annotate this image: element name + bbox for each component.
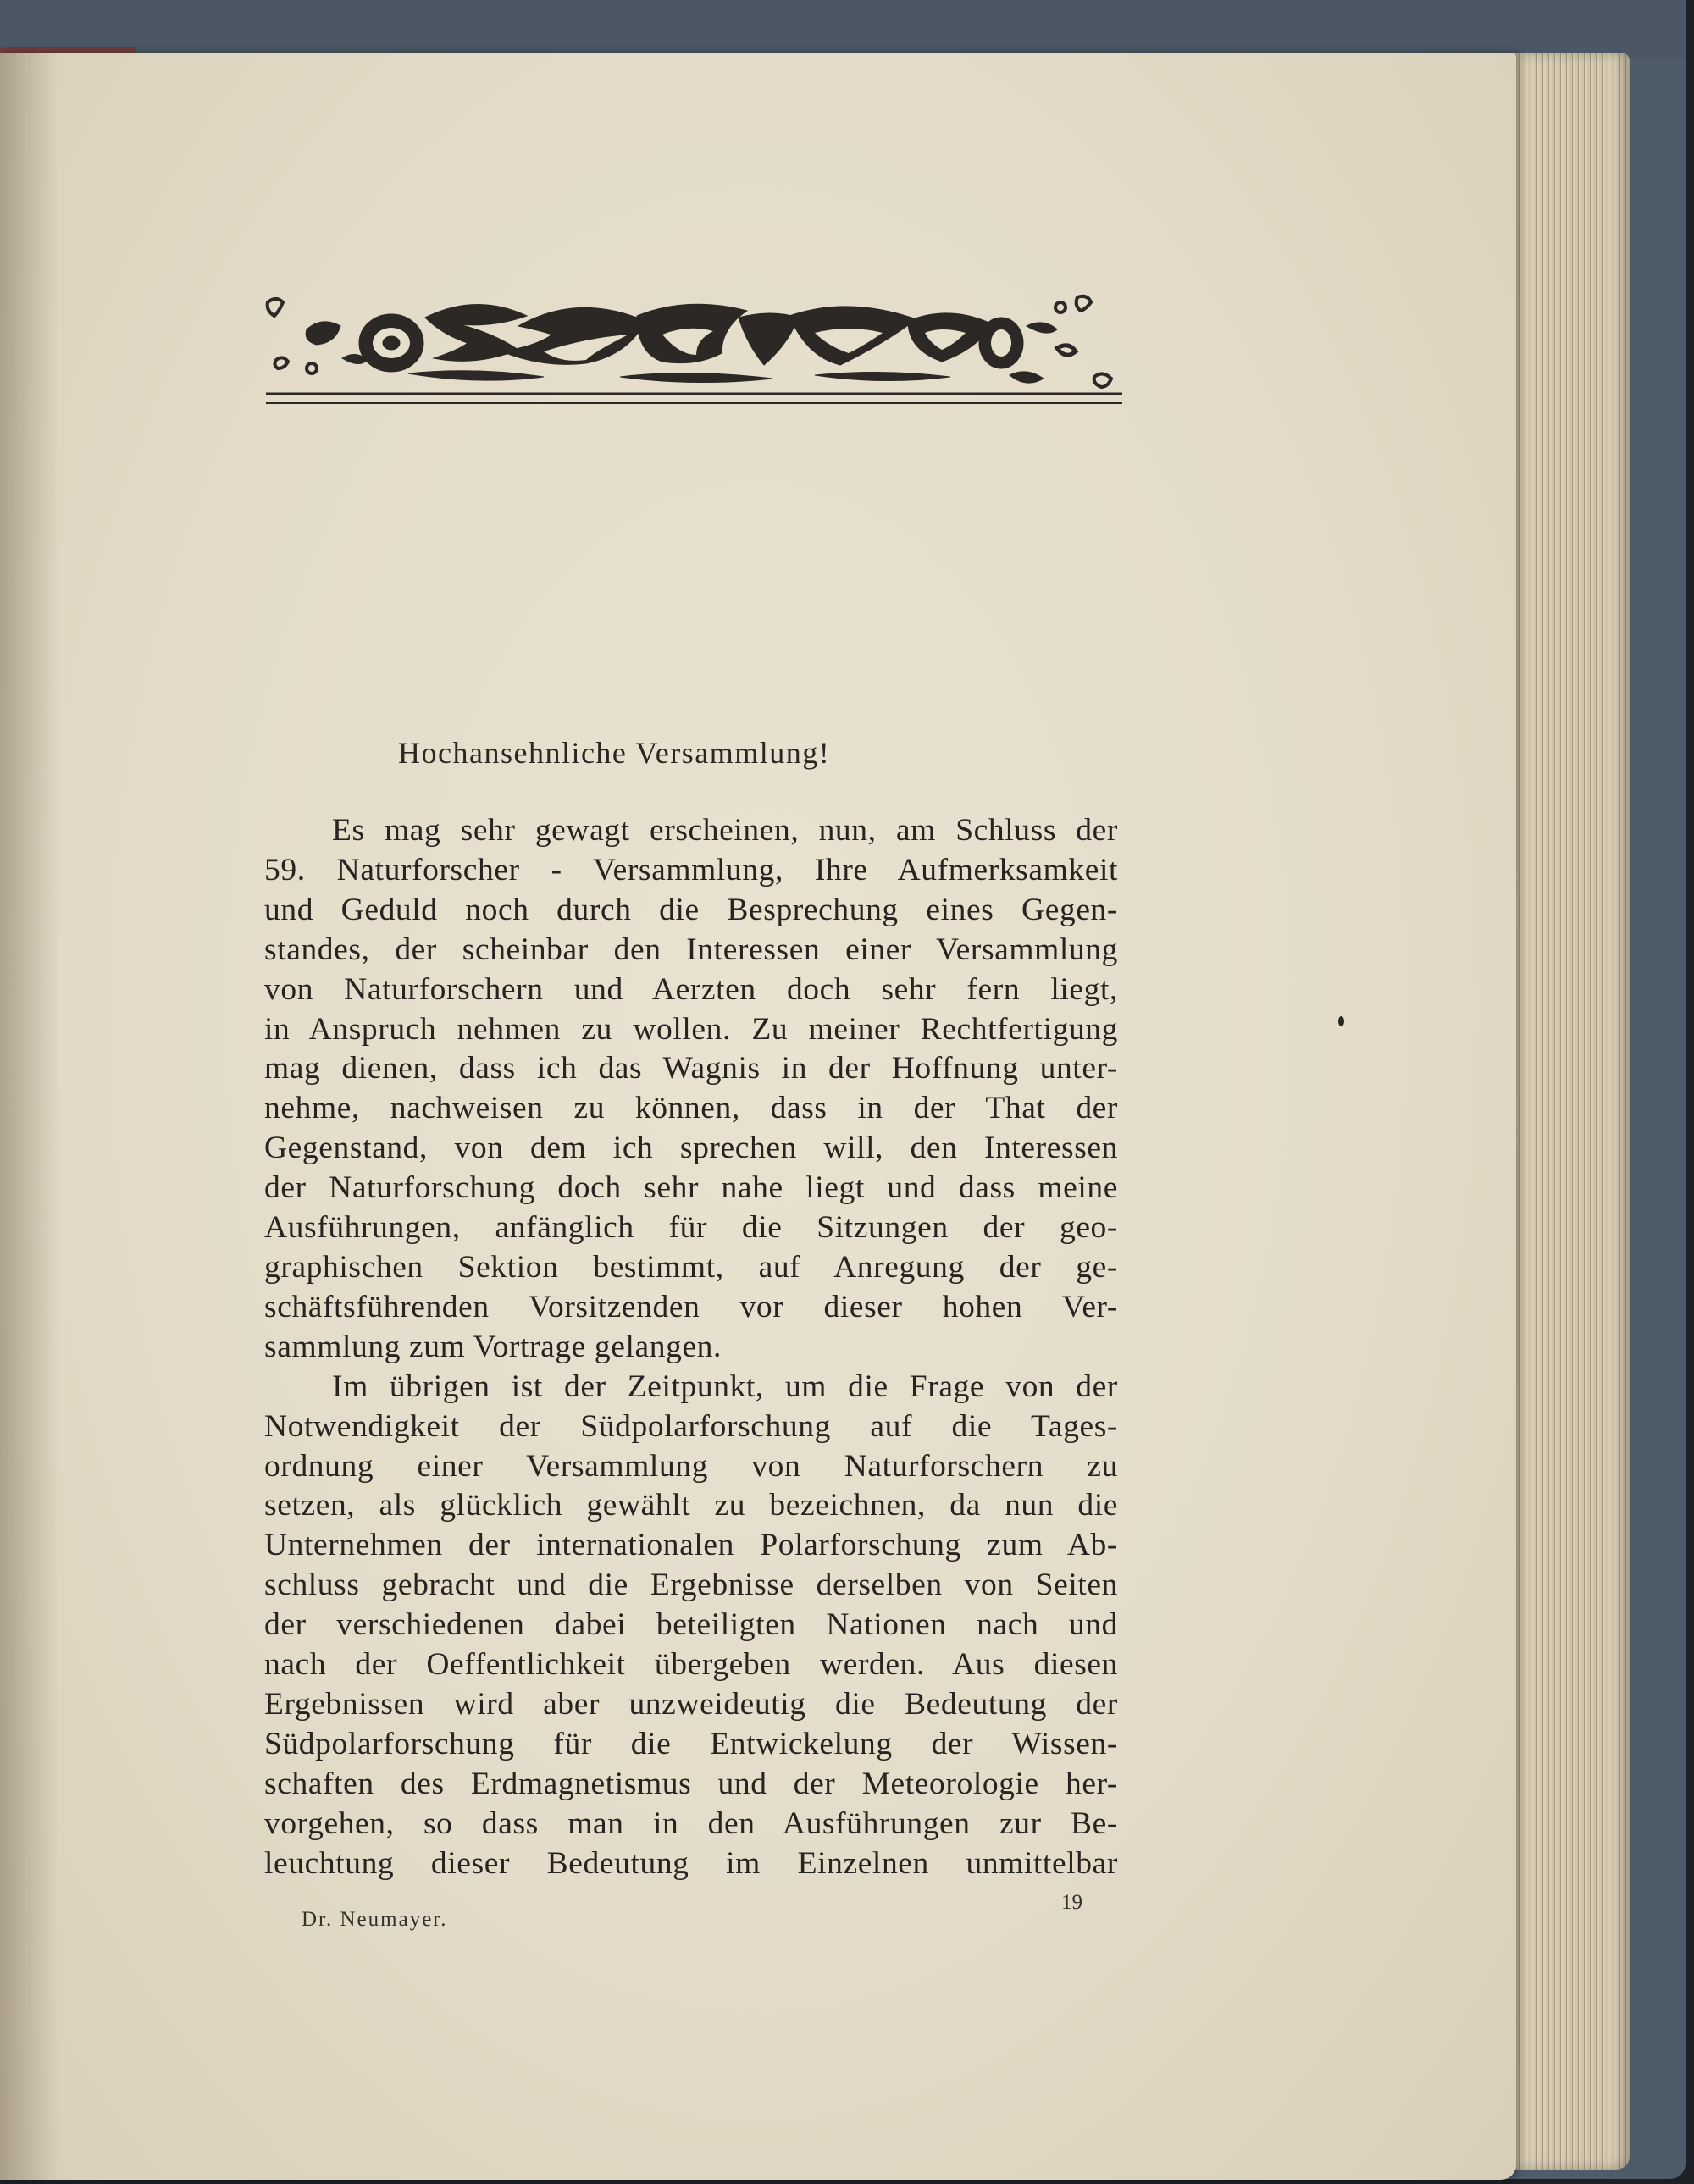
text-line: nach der Oeffentlichkeit übergeben werden. Aus diesen bbox=[264, 1647, 1118, 1683]
text-line: Unternehmen der internationalen Polarforschung zum Ab- bbox=[264, 1528, 1118, 1563]
text-line: vorgehen, so dass man in den Ausführungen zur Be- bbox=[264, 1805, 1118, 1841]
text-line: und Geduld noch durch die Besprechung eines Gegen- bbox=[264, 892, 1118, 927]
text-line: Ausführungen, anfänglich für die Sitzungen der geo- bbox=[264, 1210, 1118, 1246]
gutter-shadow bbox=[0, 53, 59, 2180]
text-line: leuchtung dieser Bedeutung im Einzelnen unmittelbar bbox=[264, 1845, 1118, 1881]
text-line: der Naturforschung doch sehr nahe liegt und dass meine bbox=[264, 1170, 1118, 1206]
cover-top-strip bbox=[0, 0, 1686, 59]
text-line: Es mag sehr gewagt erscheinen, nun, am Schluss der bbox=[332, 813, 1118, 848]
text-line: in Anspruch nehmen zu wollen. Zu meiner Rechtfertigung bbox=[264, 1011, 1118, 1047]
text-line: Im übrigen ist der Zeitpunkt, um die Frage von der bbox=[332, 1368, 1118, 1404]
text-line: ordnung einer Versammlung von Naturforschern zu bbox=[264, 1448, 1118, 1484]
text-line: Ergebnissen wird aber unzweideutig die Bedeutung der bbox=[264, 1686, 1118, 1722]
body-text bbox=[264, 811, 1118, 1883]
text-line: von Naturforschern und Aerzten doch sehr fern liegt, bbox=[264, 971, 1118, 1007]
text-line: Gegenstand, von dem ich sprechen will, den Interessen bbox=[264, 1131, 1118, 1166]
signature-mark: 19 bbox=[1061, 1891, 1082, 1914]
text-line: graphischen Sektion bestimmt, auf Anregung der ge- bbox=[264, 1249, 1118, 1285]
text-line: schluss gebracht und die Ergebnisse derselben von Seiten bbox=[264, 1568, 1118, 1603]
text-line: standes, der scheinbar den Interessen einer Versammlung bbox=[264, 932, 1118, 967]
text-line: Notwendigkeit der Südpolarforschung auf die Tages- bbox=[264, 1408, 1118, 1444]
text-line: Südpolarforschung für die Entwickelung der Wissen- bbox=[264, 1726, 1118, 1761]
text-line: der verschiedenen dabei beteiligten Nationen nach und bbox=[264, 1607, 1118, 1643]
text-line: setzen, als glücklich gewählt zu bezeichnen, da nun die bbox=[264, 1488, 1118, 1523]
decorative-ornament-band bbox=[264, 292, 1124, 406]
footer-author: Dr. Neumayer. bbox=[302, 1908, 448, 1931]
text-line: schäftsführenden Vorsitzenden vor dieser hohen Ver- bbox=[264, 1289, 1118, 1324]
text-line: nehme, nachweisen zu können, dass in der That der bbox=[264, 1091, 1118, 1126]
text-line: schaften des Erdmagnetismus und der Meteorologie her- bbox=[264, 1766, 1118, 1801]
address-heading: Hochansehnliche Versammlung! bbox=[398, 736, 831, 770]
text-line: 59. Naturforscher - Versammlung, Ihre Aufmerksamkeit bbox=[264, 852, 1118, 887]
text-line: sammlung zum Vortrage gelangen. bbox=[264, 1329, 722, 1364]
page-speck bbox=[1338, 1016, 1344, 1026]
text-line: mag dienen, dass ich das Wagnis in der Hoffnung unter- bbox=[264, 1051, 1118, 1086]
